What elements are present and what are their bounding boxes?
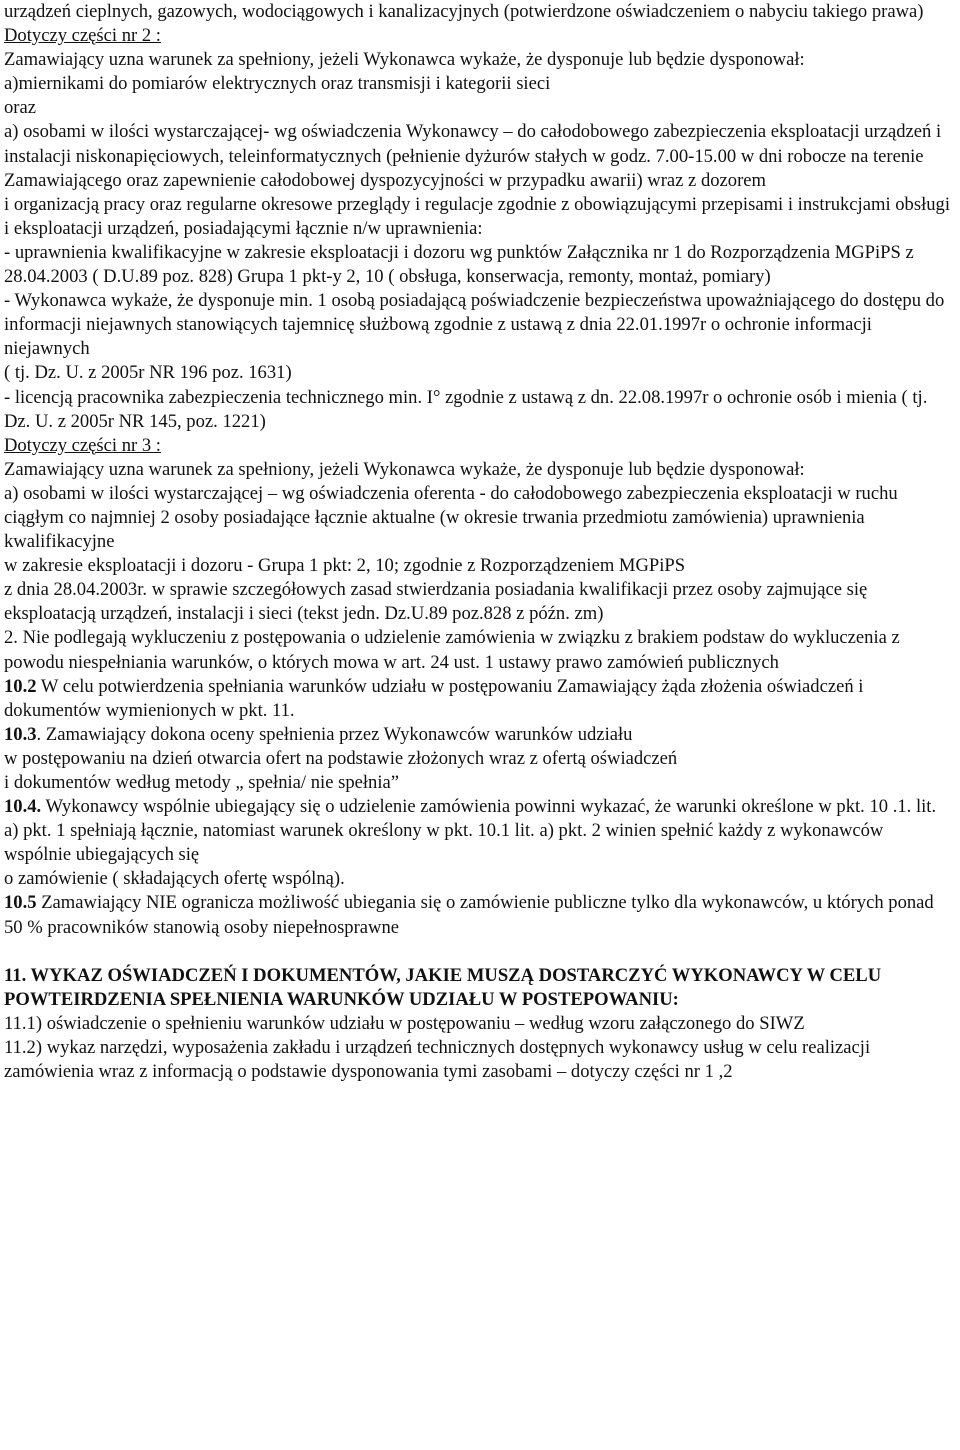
- list-item: 11.1) oświadczenie o spełnieniu warunków udziału w postępowaniu – według wzoru załączonego do SIWZ: [4, 1012, 805, 1034]
- paragraph: oraz: [4, 97, 36, 119]
- paragraph: - uprawnienia kwalifikacyjne w zakresie eksploatacji i dozoru wg punktów Załącznika nr 1 do Rozporządzenia MGPiPS z 28.04.2003 ( D.U.89 poz. 828) Grupa 1 pkt-y 2, 10 ( obsługa, konserwacja, remonty, montaż, pomiary): [4, 241, 914, 288]
- paragraph: urządzeń cieplnych, gazowych, wodociągowych i kanalizacyjnych (potwierdzone oświadczeniem o nabyciu takiego prawa): [4, 1, 924, 22]
- section-heading-part-3: Dotyczy części nr 3 :: [4, 434, 161, 456]
- paragraph: 2. Nie podlegają wykluczeniu z postępowania o udzielenie zamówienia w związku z brakiem podstaw do wykluczenia z powodu niespełniania warunków, o których mowa w art. 24 ust. 1 ustawy prawo zamówień publicznych: [4, 627, 900, 673]
- section-number: 10.3: [4, 723, 37, 745]
- section-heading-11: 11. WYKAZ OŚWIADCZEŃ I DOKUMENTÓW, JAKIE MUSZĄ DOSTARCZYĆ WYKONAWCY W CELU POWTEIRDZENIA SPEŁNIENIA WARUNKÓW UDZIAŁU W POSTEPOWANIU:: [4, 964, 882, 1010]
- section-number: 10.4.: [4, 796, 42, 818]
- paragraph: i dokumentów według metody „ spełnia/ nie spełnia”: [4, 772, 400, 793]
- section-10-3: [4, 723, 950, 747]
- paragraph: - Wykonawca wykaże, że dysponuje min. 1 osobą posiadającą poświadczenie bezpieczeństwa upoważniającego do dostępu do informacji niejawnych stanowiących tajemnicę służbową zgodnie z ustawą z dnia 22.01.1997r o ochronie informacji niejawnych: [4, 290, 945, 360]
- paragraph: o zamówienie ( składających ofertę wspólną).: [4, 868, 345, 890]
- paragraph: Zamawiający uzna warunek za spełniony, jeżeli Wykonawca wykaże, że dysponuje lub będzie dysponował:: [4, 458, 805, 480]
- section-10-2: [4, 675, 950, 723]
- paragraph: z dnia 28.04.2003r. w sprawie szczegółowych zasad stwierdzania posiadania kwalifikacji przez osoby zajmujące się eksploatacją urządzeń, instalacji i sieci (tekst jedn. Dz.U.89 poz.828 z późn. zm): [4, 579, 868, 625]
- paragraph: w postępowaniu na dzień otwarcia ofert na podstawie złożonych wraz z ofertą oświadczeń: [4, 747, 678, 769]
- section-10-4: [4, 795, 950, 867]
- paragraph: a)miernikami do pomiarów elektrycznych oraz transmisji i kategorii sieci: [4, 73, 551, 95]
- section-text: Zamawiający NIE ogranicza możliwość ubiegania się o zamówienie publiczne tylko dla wykonawców, u których ponad 50 % pracowników stanowią osoby niepełnosprawne: [4, 892, 934, 938]
- paragraph: w zakresie eksploatacji i dozoru - Grupa 1 pkt: 2, 10; zgodnie z Rozporządzeniem MGPiPS: [4, 555, 686, 577]
- section-text: . Zamawiający dokona oceny spełnienia przez Wykonawców warunków udziału: [36, 723, 633, 745]
- paragraph: - licencją pracownika zabezpieczenia technicznego min. I° zgodnie z ustawą z dn. 22.08.1997r o ochronie osób i mienia ( tj. Dz. U. z 2005r NR 145, poz. 1221): [4, 386, 928, 432]
- section-10-5: [4, 891, 950, 939]
- paragraph: i organizacją pracy oraz regularne okresowe przeglądy i regulacje zgodnie z obowiązującymi przepisami i instrukcjami obsługi i eksploatacji urządzeń, posiadającymi łącznie n/w uprawnienia:: [4, 193, 951, 239]
- list-item: 11.2) wykaz narzędzi, wyposażenia zakładu i urządzeń technicznych dostępnych wykonawcy usług w celu realizacji zamówienia wraz z informacją o podstawie dysponowania tymi zasobami – dotyczy części nr 1 ,2: [4, 1036, 871, 1083]
- paragraph: Zamawiający uzna warunek za spełniony, jeżeli Wykonawca wykaże, że dysponuje lub będzie dysponował:: [4, 49, 805, 71]
- paragraph: a) osobami w ilości wystarczającej – wg oświadczenia oferenta - do całodobowego zabezpieczenia eksploatacji w ruchu ciągłym co najmniej 2 osoby posiadające łącznie aktualne (w okresie trwania przedmiotu zamówienia) uprawnienia kwalifikacyjne: [4, 482, 898, 553]
- paragraph: ( tj. Dz. U. z 2005r NR 196 poz. 1631): [4, 362, 292, 384]
- section-number: 10.5: [4, 892, 37, 914]
- section-text: W celu potwierdzenia spełniania warunków udziału w postępowaniu Zamawiający żąda złożenia oświadczeń i dokumentów wymienionych w pkt. 11.: [4, 675, 864, 721]
- section-number: 10.2: [4, 675, 37, 697]
- section-text: Wykonawcy wspólnie ubiegający się o udzielenie zamówienia powinni wykazać, że warunki określone w pkt. 10 .1. lit. a) pkt. 1 spełniają łącznie, natomiast warunek określony w pkt. 10.1 lit. a) pkt. 2 winien spełnić każdy z wykonawców wspólnie ubiegających się: [4, 796, 937, 866]
- section-heading-part-2: Dotyczy części nr 2 :: [4, 25, 161, 47]
- paragraph: a) osobami w ilości wystarczającej- wg oświadczenia Wykonawcy – do całodobowego zabezpieczenia eksploatacji urządzeń i instalacji niskonapięciowych, teleinformatycznych (pełnienie dyżurów stałych w godz. 7.00-15.00 w dni robocze na terenie Zamawiającego oraz zapewnienie całodobowej dyspozycyjności w przypadku awarii) wraz z dozorem: [4, 121, 942, 191]
- spacer: [4, 940, 950, 964]
